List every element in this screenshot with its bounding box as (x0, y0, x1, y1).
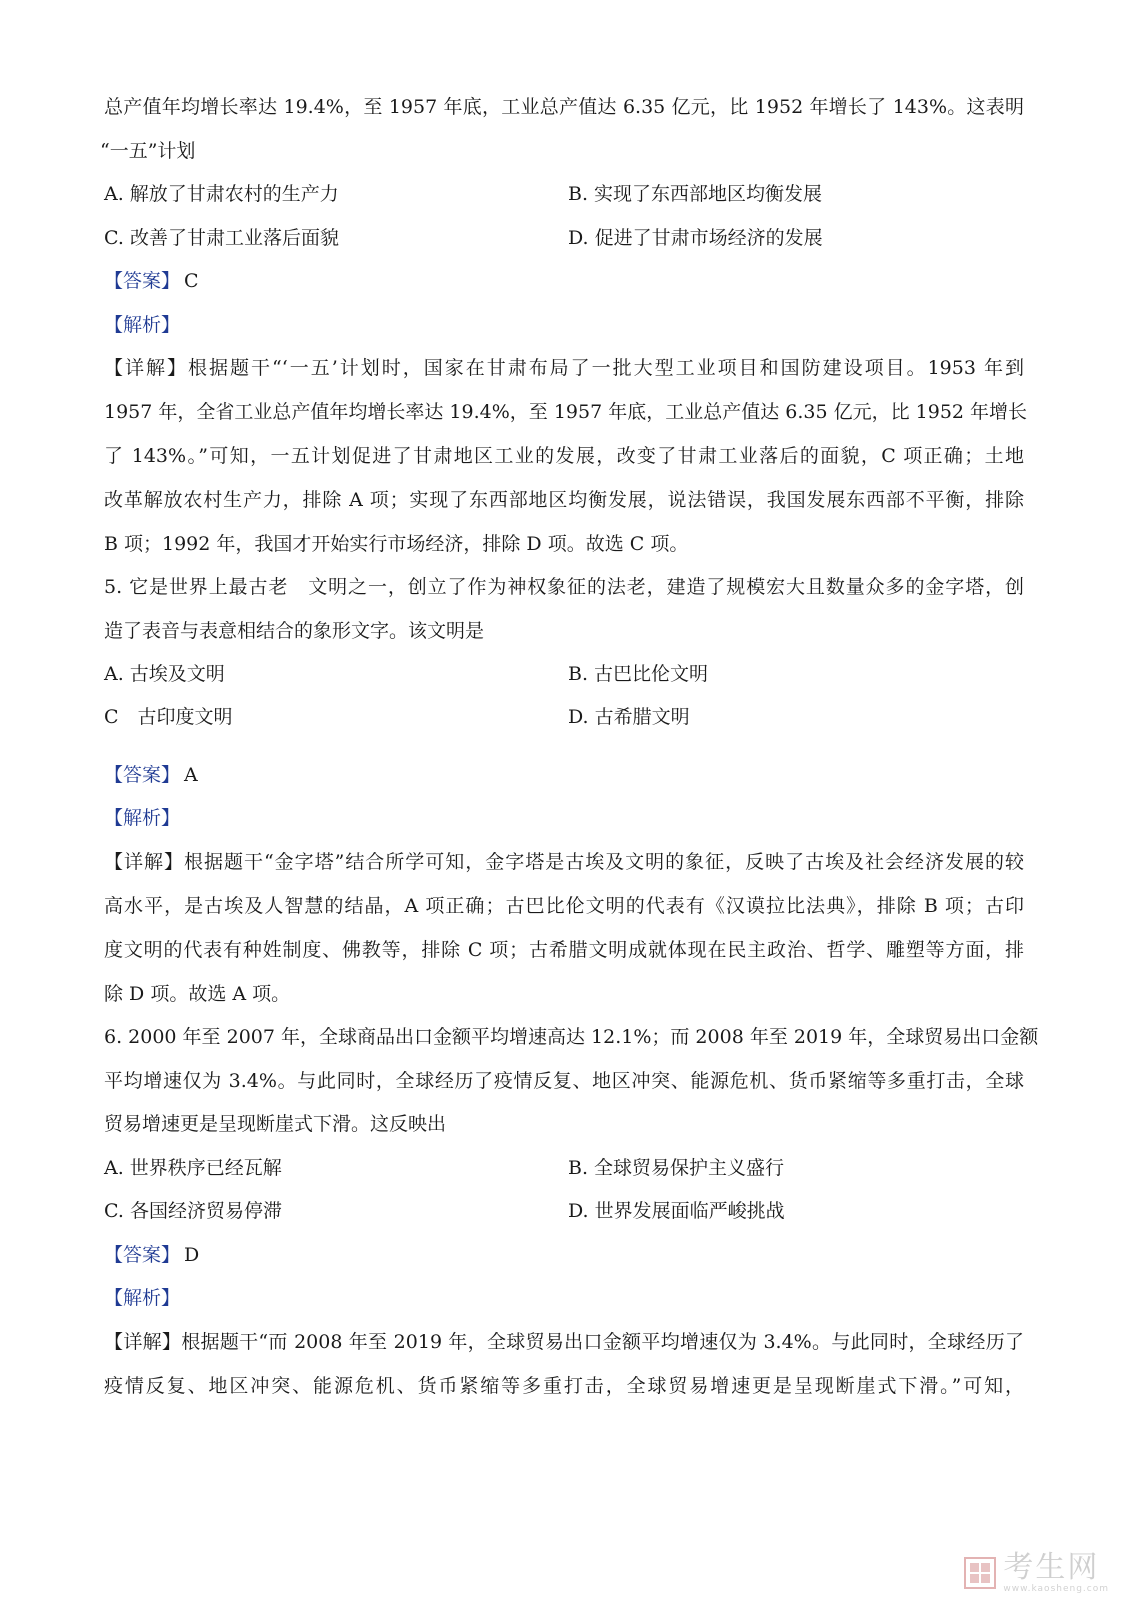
answer-value: C (184, 270, 199, 292)
bracket-open: 【 (104, 314, 124, 336)
q5-detail-line-4: 除 D 项。故选 A 项。 (104, 983, 291, 1005)
q5-option-b: B. 古巴比伦文明 (568, 663, 709, 685)
bracket-close: 】 (167, 357, 188, 379)
answer-value: D (184, 1244, 200, 1266)
q6-analysis-heading (104, 1286, 180, 1310)
q4-detail-line-3: 了 143%。”可知，一五计划促进了甘肃地区工业的发展，改变了甘肃工业落后的面貌，C 项正确；土地 (104, 445, 1024, 467)
answer-label: 答案 (123, 1244, 162, 1266)
q6-detail-line-2: 疫情反复、地区冲突、能源危机、货币紧缩等多重打击，全球贸易增速更是呈现断崖式下滑。”可知， (104, 1375, 1024, 1397)
bracket-open: 【 (104, 270, 124, 292)
detail-label: 详解 (125, 357, 167, 379)
bracket-close: 】 (161, 764, 181, 786)
bracket-open: 【 (104, 851, 124, 873)
answer-label: 答案 (123, 270, 162, 292)
q6-stem-line-2: 平均增速仅为 3.4%。与此同时，全球经历了疫情反复、地区冲突、能源危机、货币紧缩等多重打击，全球 (104, 1070, 1024, 1092)
q5-detail-line-2: 高水平，是古埃及人智慧的结晶，A 项正确；古巴比伦文明的代表有《汉谟拉比法典》，排除 B 项；古印 (104, 895, 1024, 917)
bracket-open: 【 (104, 1331, 124, 1353)
q5-stem-line-1: 5. 它是世界上最古老 文明之一，创立了作为神权象征的法老，建造了规模宏大且数量众多的金字塔，创 (104, 576, 1024, 598)
answer-label: 答案 (123, 764, 162, 786)
q6-option-d: D. 世界发展面临严峻挑战 (568, 1200, 785, 1222)
q5-option-c: C 古印度文明 (104, 706, 233, 728)
q6-stem-line-1: 6. 2000 年至 2007 年，全球商品出口金额平均增速高达 12.1%；而 2008 年至 2019 年，全球贸易出口金额 (104, 1026, 1039, 1048)
detail-text: 根据题干“而 2008 年至 2019 年，全球贸易出口金额平均增速仅为 3.4%。与此同时，全球经历了 (181, 1331, 1024, 1353)
bracket-open: 【 (104, 764, 124, 786)
q4-option-d: D. 促进了甘肃市场经济的发展 (568, 227, 823, 249)
bracket-close: 】 (161, 314, 181, 336)
q4-stem-line-1: 总产值年均增长率达 19.4%，至 1957 年底，工业总产值达 6.35 亿元，比 1952 年增长了 143%。这表明 (104, 96, 1024, 118)
q5-detail-line-1 (104, 850, 1024, 874)
q5-analysis-heading (104, 806, 180, 830)
q6-stem-line-3: 贸易增速更是呈现断崖式下滑。这反映出 (104, 1113, 447, 1135)
q4-option-b: B. 实现了东西部地区均衡发展 (568, 183, 823, 205)
q4-option-a: A. 解放了甘肃农村的生产力 (104, 183, 339, 205)
q6-detail-line-1 (104, 1330, 1024, 1354)
q6-option-b: B. 全球贸易保护主义盛行 (568, 1157, 785, 1179)
q4-analysis-heading (104, 313, 180, 337)
bracket-open: 【 (104, 357, 125, 379)
analysis-label: 解析 (123, 1287, 162, 1309)
q5-stem-line-2: 造了表音与表意相结合的象形文字。该文明是 (104, 620, 485, 642)
bracket-close: 】 (161, 807, 181, 829)
watermark-url: www.kaosheng.com (1003, 1583, 1109, 1594)
bracket-close: 】 (161, 1331, 182, 1353)
kaosheng-logo-icon (963, 1556, 997, 1590)
q5-detail-line-3: 度文明的代表有种姓制度、佛教等，排除 C 项；古希腊文明成就体现在民主政治、哲学、雕塑等方面，排 (104, 939, 1024, 961)
q4-answer (104, 269, 199, 293)
q4-detail-line-1 (104, 356, 1024, 380)
detail-label: 详解 (124, 851, 164, 873)
detail-text: 根据题干“‘一五’计划时，国家在甘肃布局了一批大型工业项目和国防建设项目。1953 年到 (188, 357, 1024, 379)
bracket-close: 】 (161, 1244, 181, 1266)
watermark (963, 1549, 1109, 1594)
bracket-close: 】 (161, 1287, 181, 1309)
analysis-label: 解析 (123, 314, 162, 336)
bracket-close: 】 (163, 851, 184, 873)
bracket-open: 【 (104, 807, 124, 829)
q5-option-d: D. 古希腊文明 (568, 706, 690, 728)
q5-option-a: A. 古埃及文明 (104, 663, 225, 685)
q4-option-c: C. 改善了甘肃工业落后面貌 (104, 227, 339, 249)
bracket-open: 【 (104, 1244, 124, 1266)
q4-stem-line-2: “一五”计划 (100, 140, 196, 162)
q6-option-a: A. 世界秩序已经瓦解 (104, 1157, 282, 1179)
detail-text: 根据题干“金字塔”结合所学可知，金字塔是古埃及文明的象征，反映了古埃及社会经济发展的较 (183, 851, 1024, 873)
q5-answer (104, 763, 198, 787)
q6-answer (104, 1243, 199, 1267)
q4-detail-line-2: 1957 年，全省工业总产值年均增长率达 19.4%，至 1957 年底，工业总产值达 6.35 亿元，比 1952 年增长 (104, 401, 1028, 423)
answer-value: A (184, 764, 198, 786)
watermark-name: 考生网 (1003, 1549, 1100, 1585)
bracket-close: 】 (161, 270, 181, 292)
analysis-label: 解析 (123, 807, 162, 829)
q4-detail-line-4: 改革解放农村生产力，排除 A 项；实现了东西部地区均衡发展，说法错误，我国发展东西部不平衡，排除 (104, 489, 1024, 511)
q4-detail-line-5: B 项；1992 年，我国才开始实行市场经济，排除 D 项。故选 C 项。 (104, 533, 689, 555)
q6-option-c: C. 各国经济贸易停滞 (104, 1200, 282, 1222)
bracket-open: 【 (104, 1287, 124, 1309)
detail-label: 详解 (123, 1331, 162, 1353)
